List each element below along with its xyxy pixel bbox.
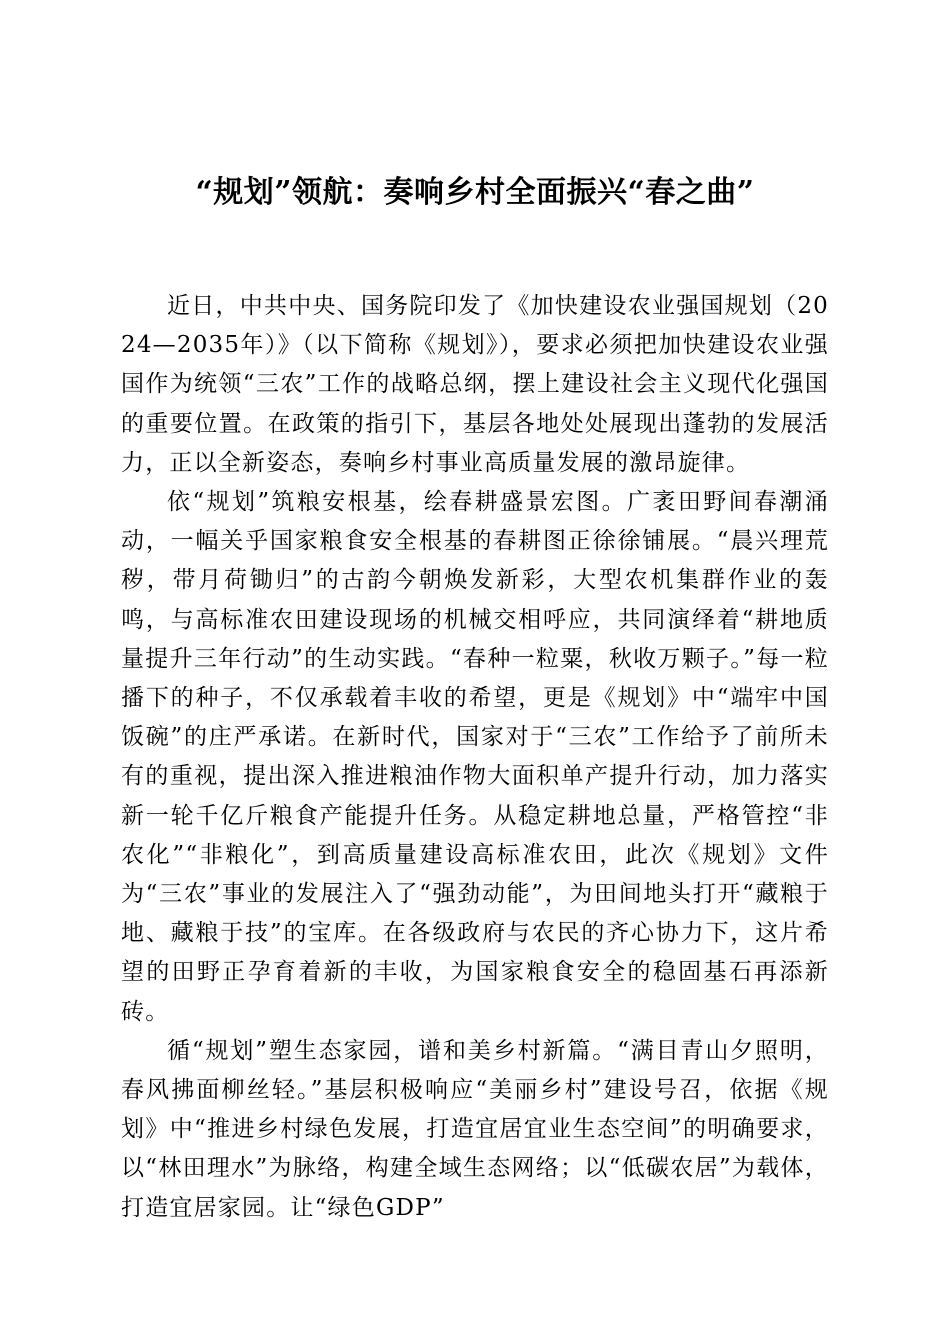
article-body [121,287,829,1228]
article-title: “规划”领航：奏响乡村全面振兴“春之曲” [195,175,755,210]
paragraph-intro: 近日，中共中央、国务院印发了《加快建设农业强国规划（2024—2035年）》（以下简称《规划》），要求必须把加快建设农业强国作为统领“三农”工作的战略总纲，摆上建设社会主义现代化强国的重要位置。在政策的指引下，基层各地处处展现出蓬勃的发展活力，正以全新姿态，奏响乡村事业高质量发展的激昂旋律。 [121,293,829,476]
paragraph-grain-security: 依“规划”筑粮安根基，绘春耕盛景宏图。广袤田野间春潮涌动，一幅关乎国家粮食安全根基的春耕图正徐徐铺展。“晨兴理荒秽，带月荷锄归”的古韵今朝焕发新彩，大型农机集群作业的轰鸣，与高标准农田建设现场的机械交相呼应，共同演绎着“耕地质量提升三年行动”的生动实践。“春种一粒粟，秋收万颗子。”每一粒播下的种子，不仅承载着丰收的希望，更是《规划》中“端牢中国饭碗”的庄严承诺。在新时代，国家对于“三农”工作给予了前所未有的重视，提出深入推进粮油作物大面积单产提升行动，加力落实新一轮千亿斤粮食产能提升任务。从稳定耕地总量，严格管控“非农化”“非粮化”，到高质量建设高标准农田，此次《规划》文件为“三农”事业的发展注入了“强劲动能”，为田间地头打开“藏粮于地、藏粮于技”的宝库。在各级政府与农民的齐心协力下，这片希望的田野正孕育着新的丰收，为国家粮食安全的稳固基石再添新砖。 [121,489,829,1025]
paragraph-ecology: 循“规划”塑生态家园，谱和美乡村新篇。“满目青山夕照明，春风拂面柳丝轻。”基层积极响应“美丽乡村”建设号召，依据《规划》中“推进乡村绿色发展，打造宜居宜业生态空间”的明确要求，以“林田理水”为脉络，构建全域生态网络；以“低碳农居”为载体，打造宜居家园。让“绿色GDP” [121,1037,829,1221]
